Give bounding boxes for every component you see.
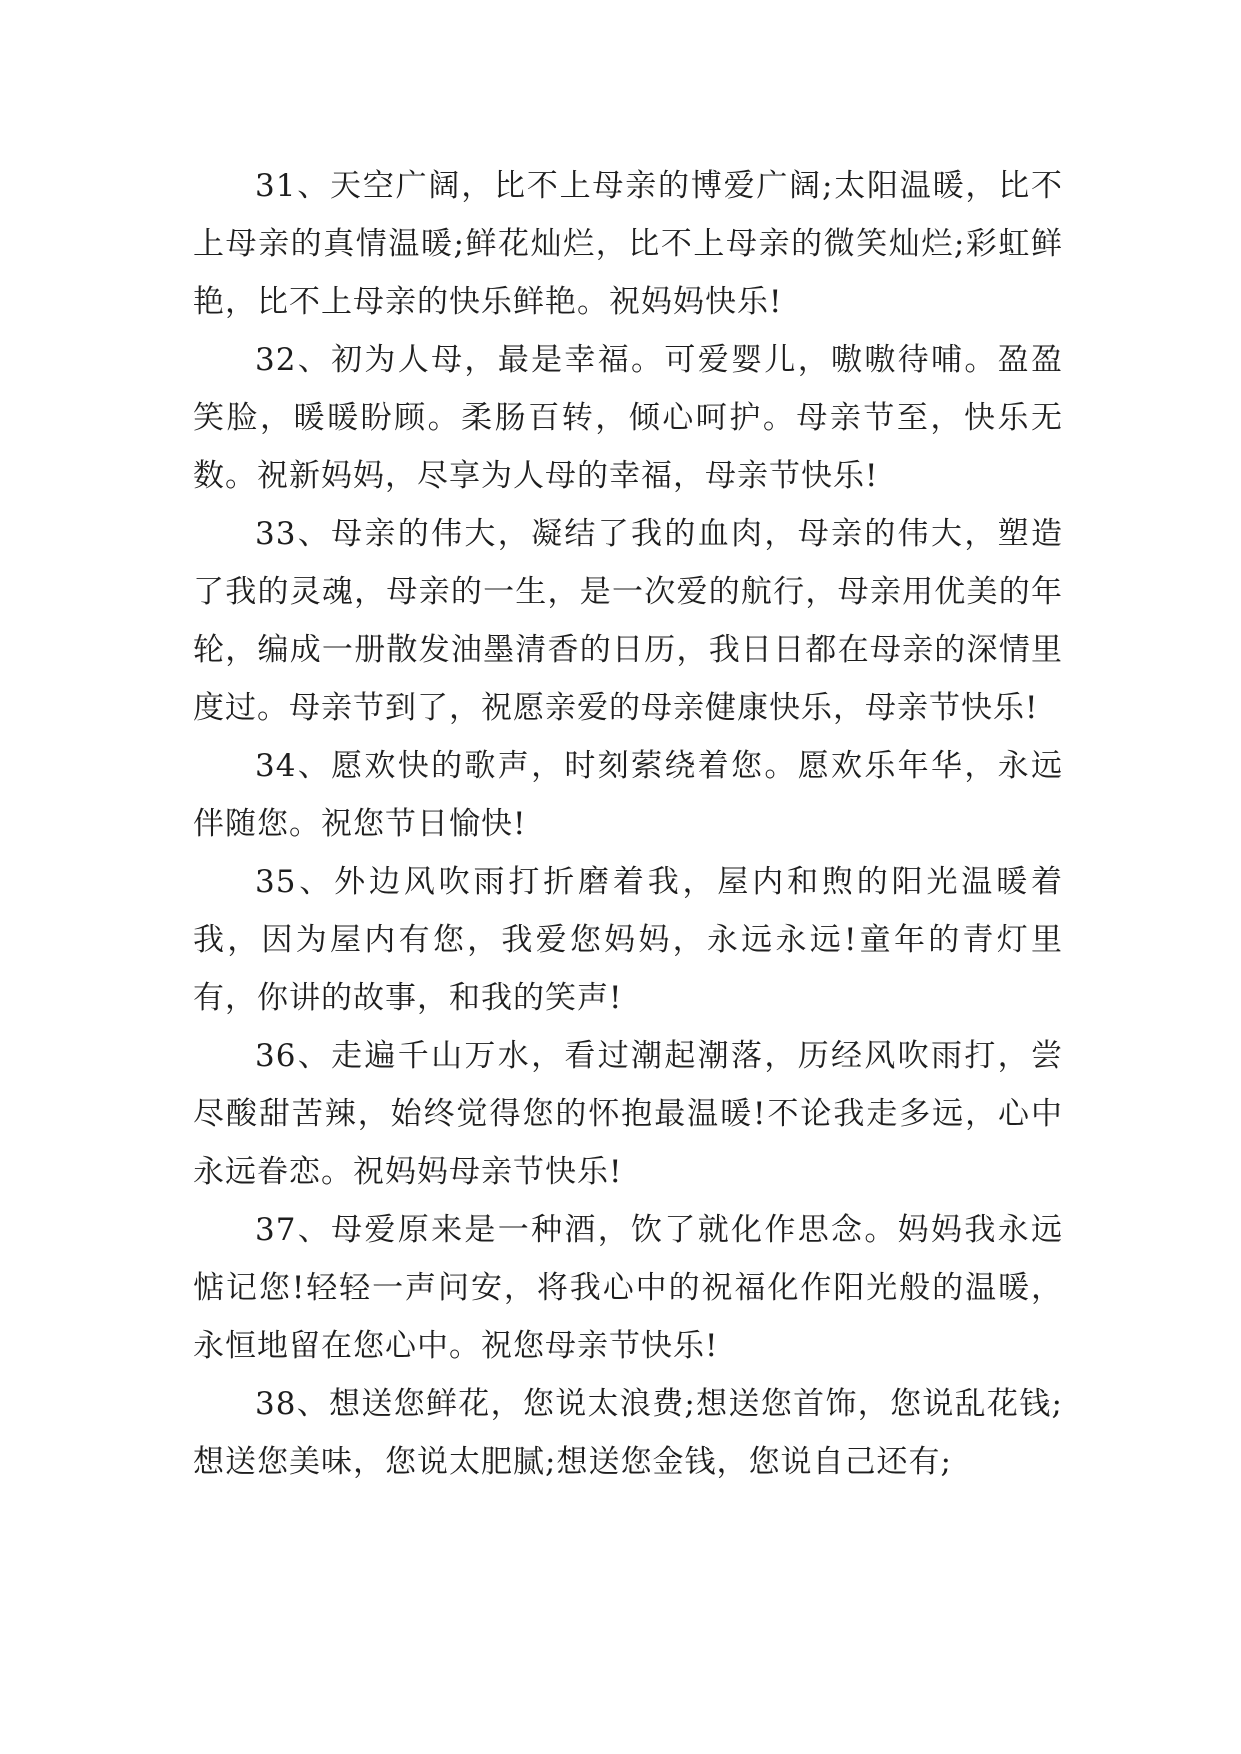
- paragraph-33: 33、母亲的伟大，凝结了我的血肉，母亲的伟大，塑造了我的灵魂，母亲的一生，是一次爱的航行，母亲用优美的年轮，编成一册散发油墨清香的日历，我日日都在母亲的深情里度过。母亲节到了，祝愿亲爱的母亲健康快乐，母亲节快乐!: [193, 516, 1063, 726]
- paragraph-37: 37、母爱原来是一种酒，饮了就化作思念。妈妈我永远惦记您!轻轻一声问安，将我心中的祝福化作阳光般的温暖，永恒地留在您心中。祝您母亲节快乐!: [193, 1212, 1063, 1364]
- paragraph-38: 38、想送您鲜花，您说太浪费;想送您首饰，您说乱花钱;想送您美味，您说太肥腻;想送您金钱，您说自己还有;: [193, 1386, 1063, 1480]
- paragraph-34: 34、愿欢快的歌声，时刻萦绕着您。愿欢乐年华，永远伴随您。祝您节日愉快!: [193, 748, 1063, 842]
- paragraph-31: 31、天空广阔，比不上母亲的博爱广阔;太阳温暖，比不上母亲的真情温暖;鲜花灿烂，比不上母亲的微笑灿烂;彩虹鲜艳，比不上母亲的快乐鲜艳。祝妈妈快乐!: [193, 168, 1063, 320]
- document-body: [193, 157, 1063, 1491]
- paragraph-35: 35、外边风吹雨打折磨着我，屋内和煦的阳光温暖着我，因为屋内有您，我爱您妈妈，永远永远!童年的青灯里有，你讲的故事，和我的笑声!: [193, 864, 1063, 1016]
- paragraph-32: 32、初为人母，最是幸福。可爱婴儿，嗷嗷待哺。盈盈笑脸，暖暖盼顾。柔肠百转，倾心呵护。母亲节至，快乐无数。祝新妈妈，尽享为人母的幸福，母亲节快乐!: [193, 342, 1063, 494]
- paragraph-36: 36、走遍千山万水，看过潮起潮落，历经风吹雨打，尝尽酸甜苦辣，始终觉得您的怀抱最温暖!不论我走多远，心中永远眷恋。祝妈妈母亲节快乐!: [193, 1038, 1063, 1190]
